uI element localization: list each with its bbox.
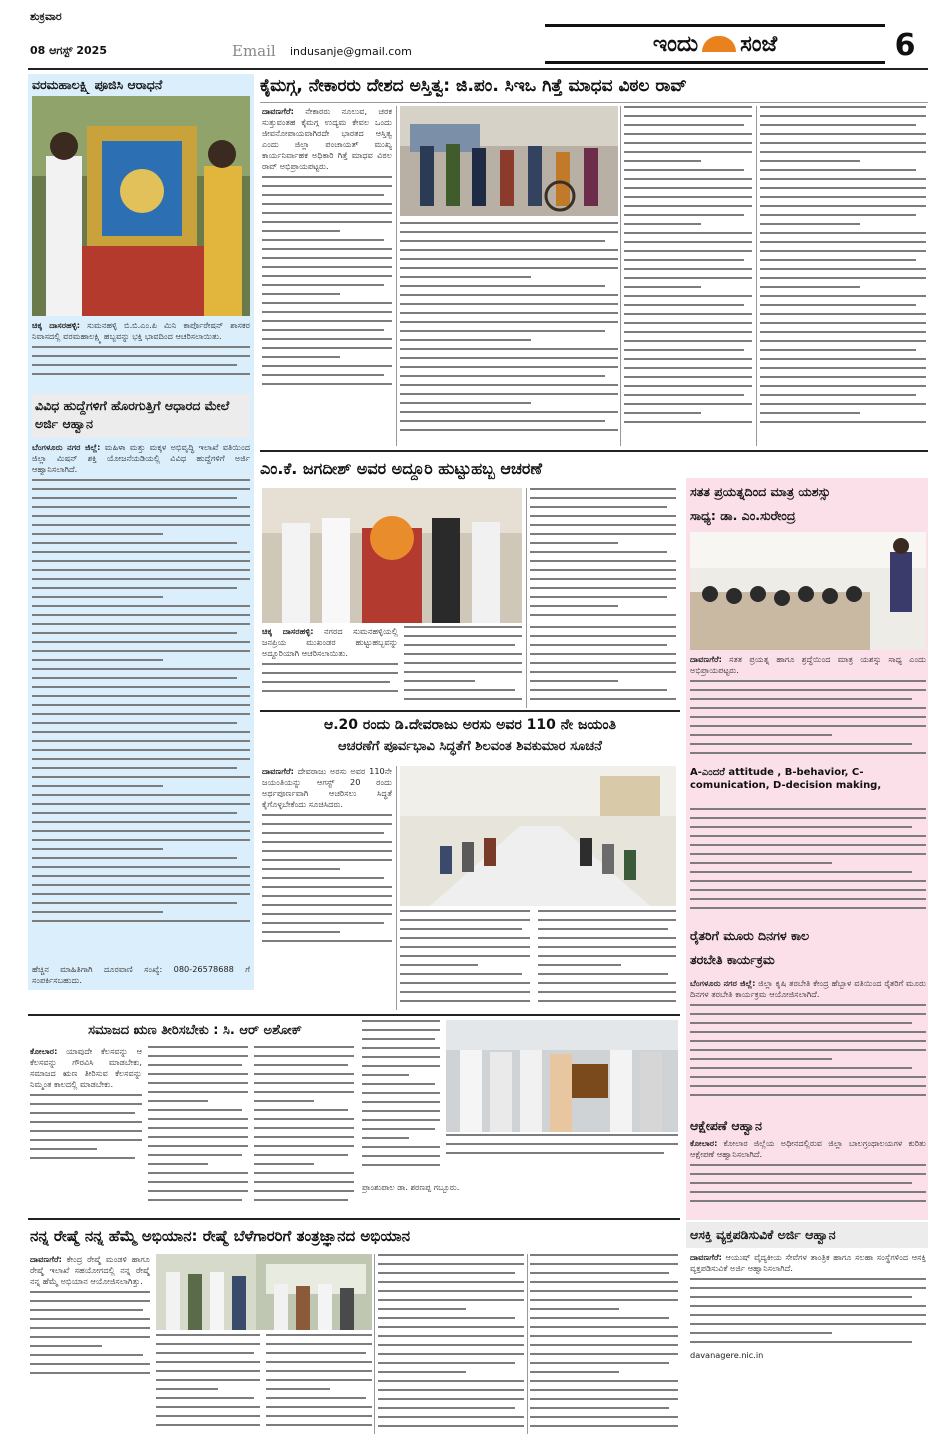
kaimagga-col1 xyxy=(262,106,392,446)
reshme-headline-box xyxy=(30,1222,680,1250)
logo-text-right: ಸಂಜೆ xyxy=(740,31,778,57)
vividha-headline-box xyxy=(32,394,250,438)
masthead-rule xyxy=(28,68,928,70)
akshepane-lead: ಕೋಲಾರ ಜಿಲ್ಲೆಯ ಅಧೀನದಲ್ಲಿರುವ ಜಿಲ್ಲಾ ಬಾಲಗ್ರಂಥಾಲಯಗಳ ಕುರಿತು ಆಕ್ಷೇಪಣೆ ಆಹ್ವಾನಿಸಲಾಗಿದೆ. xyxy=(690,1138,926,1159)
birthday-photo xyxy=(262,488,522,623)
jagadish-lead: ನಗರದ ಸುಮನಹಳ್ಳಿಯಲ್ಲಿ ಜನಪ್ರಿಯ ಮುಖಂಡರ ಹುಟ್ಟುಹಬ್ಬವನ್ನು ಅದ್ದೂರಿಯಾಗಿ ಆಚರಿಸಲಾಯಿತು. xyxy=(262,626,398,658)
vividha-footer: ಹೆಚ್ಚಿನ ಮಾಹಿತಿಗಾಗಿ ದೂರವಾಣಿ ಸಂಖ್ಯೆ: 080-26578688 ಗೆ ಸಂಪರ್ಕಿಸಬಹುದು. xyxy=(32,964,250,985)
ashok-caption-end: ಪ್ರಾಂಶುಪಾಲ ಡಾ. ಶರಣಪ್ಪ ಗಬ್ಬೂರು. xyxy=(362,1182,460,1192)
puja-photo xyxy=(32,96,250,316)
kaimagga-headline: ಕೈಮಗ್ಗ, ನೇಕಾರರು ದೇಶದ ಅಸ್ತಿತ್ವ: ಜಿ.ಪಂ. ಸಿಇಒ ಗಿತ್ತೆ ಮಾಧವ ವಿಠಲ ರಾವ್ xyxy=(260,76,687,96)
surendra-dateline: ದಾವಣಗೆರೆ: xyxy=(690,654,722,664)
column-divider xyxy=(756,106,757,446)
kaimagga-col3 xyxy=(624,106,752,446)
classroom-photo xyxy=(690,532,926,650)
ashok-col2 xyxy=(148,1046,248,1216)
akshepane-dateline: ಕೋಲಾರ: xyxy=(690,1138,718,1148)
kaimagga-dateline: ದಾವಣಗೆರೆ: xyxy=(262,106,294,116)
jagadish-dateline: ಚಿಕ್ಕ ದಾಸರಹಳ್ಳಿ: xyxy=(262,626,314,636)
meeting-photo xyxy=(400,766,676,906)
column-divider xyxy=(620,106,621,446)
ashok-col3 xyxy=(254,1046,354,1216)
reshme-lead: ಕೇಂದ್ರ ರೇಷ್ಮೆ ಮಂಡಳಿ ಹಾಗೂ ರೇಷ್ಮೆ ಇಲಾಖೆ ಸಹಯೋಗದಲ್ಲಿ ನನ್ನ ರೇಷ್ಮೆ ನನ್ನ ಹೆಮ್ಮೆ ಅಭಿಯಾನ ಆಯೋಜಿಸಲಾಗಿತ್ತು. xyxy=(30,1254,150,1286)
devaraju-col1 xyxy=(262,766,392,1010)
vividha-body xyxy=(32,442,250,962)
aasakti-lead: ಆಯುಷ್ ವೈದ್ಯಕೀಯ ಸೇವೆಗಳ ತಾಂತ್ರಿಕ ಹಾಗೂ ಸಲಹಾ ಸಂಸ್ಥೆಗಳಿಂದ ಆಸಕ್ತಿ ವ್ಯಕ್ತಪಡಿಸುವಿಕೆ ಅರ್ಜಿ ಆಹ್ವಾನಿಸಲಾಗಿದೆ. xyxy=(690,1252,926,1273)
ashok-headline: ಸಮಾಜದ ಋಣ ತೀರಿಸಬೇಕು : ಸಿ. ಆರ್ ಅಶೋಕ್ xyxy=(88,1023,302,1038)
kaimagga-photo xyxy=(400,106,618,216)
kaimagga-lead: ನೇಕಾರರು ನೂಲುವ, ಚರಕ ಸುತ್ತುವಂತಹ ಕೈಮಗ್ಗ ಉದ್ಯಮ ಕೇವಲ ಒಂದು ಜೀವನೋಪಾಯವಾಗಿರದೇ ಭಾರತದ ಆಸ್ತಿತ್ವ ಎಂದು ಜಿಲ್ಲಾ ಪಂಚಾಯತ್ ಮುಖ್ಯ ಕಾರ್ಯನಿರ್ವಾಹಕ ಅಧಿಕಾರಿ ಗಿತ್ತೆ ಮಾಧವ ವಿಠಲ ರಾವ್ ಅಭಿಪ್ರಾಯಪಟ್ಟರು. xyxy=(262,106,392,171)
email-label: Email xyxy=(232,42,276,60)
ashok-caption xyxy=(446,1134,678,1178)
sun-icon xyxy=(702,36,736,52)
devaraju-headline-box xyxy=(260,714,680,762)
issue-date: 08 ಆಗಸ್ಟ್ 2025 xyxy=(30,44,107,57)
aasakti-dateline: ದಾವಣಗೆರೆ: xyxy=(690,1252,722,1262)
reshme-col4 xyxy=(378,1254,524,1434)
raithara-headline-1: ರೈತರಿಗೆ ಮೂರು ದಿನಗಳ ಕಾಲ xyxy=(690,928,810,943)
raithara-lead: ಜಿಲ್ಲಾ ಕೃಷಿ ತರಬೇತಿ ಕೇಂದ್ರ ಹೆಬ್ಬಾಳ ವತಿಯಿಂದ ರೈತರಿಗೆ ಮೂರು ದಿನಗಳ ತರಬೇತಿ ಕಾರ್ಯಕ್ರಮ ಆಯೋಜಿಸಲಾಗಿದೆ. xyxy=(690,978,926,999)
surendra-bullet: A-ಎಂದರೆ attitude , B-behavior, C-comunication, D-decision making, xyxy=(690,767,882,791)
ashok-col4 xyxy=(362,1020,440,1180)
devaraju-lead: ದೇವರಾಜು ಅರಸು ಅವರ 110ನೇ ಜಯಂತಿಯನ್ನು ಆಗಸ್ಟ್ 20 ರಂದು ಅರ್ಥಪೂರ್ಣವಾಗಿ ಆಚರಿಸಲು ಸಿದ್ಧತೆ ಕೈಗೊಳ್ಳಬೇಕೆಂದು ಸೂಚಿಸಿದರು. xyxy=(262,766,392,809)
surendra-headline-2: ಸಾಧ್ಯ: ಡಾ. ಎಂ.ಸುರೇಂದ್ರ xyxy=(690,508,796,523)
raithara-headline-2: ತರಬೇತಿ ಕಾರ್ಯಕ್ರಮ xyxy=(690,952,775,967)
reshme-top-rule xyxy=(28,1218,680,1220)
akshepane-headline: ಆಕ್ಷೇಪಣೆ ಆಹ್ವಾನ xyxy=(690,1118,762,1133)
aasakti-website: davanagere.nic.in xyxy=(690,1350,764,1360)
jagadish-col1 xyxy=(262,626,398,708)
reshme-col5 xyxy=(530,1254,678,1434)
surendra-headline-1: ಸತತ ಪ್ರಯತ್ನದಿಂದ ಮಾತ್ರ ಯಶಸ್ಸು xyxy=(690,484,831,499)
aasakti-body xyxy=(690,1252,926,1402)
surendra-body-1 xyxy=(690,654,926,764)
kaimagga-bottom-rule xyxy=(260,450,928,452)
column-divider xyxy=(396,766,397,1010)
page-number: 6 xyxy=(894,28,916,63)
logo-text-left: ಇಂದು xyxy=(652,31,699,57)
surendra-lead: ಸತತ ಪ್ರಯತ್ನ ಹಾಗೂ ಶ್ರದ್ಧೆಯಿಂದ ಮಾತ್ರ ಯಶಸ್ಸು ಸಾಧ್ಯ ಎಂದು ಅಭಿಪ್ರಾಯಪಟ್ಟರು. xyxy=(690,654,926,675)
ashok-col1 xyxy=(30,1046,142,1216)
kaimagga-col4 xyxy=(760,106,926,446)
kaimagga-col2 xyxy=(400,222,618,446)
ashok-lead: ಯಾವುದೇ ಕೆಲಸವನ್ನು ಆ ಕೆಲಸವನ್ನು ಗೌರವಿಸಿ ಮಾಡಬೇಕು, ಸಮಾಜದ ಋಣ ತೀರಿಸುವ ಕೆಲಸವನ್ನು ನಿಮ್ಮಂತ ಕಾಲದಲ್ಲಿ ಮಾಡಬೇಕು. xyxy=(30,1046,142,1089)
column-divider xyxy=(526,488,527,708)
kaimagga-rule xyxy=(260,102,928,103)
aasakti-headline-box xyxy=(686,1222,928,1248)
reshme-headline: ನನ್ನ ರೇಷ್ಮೆ ನನ್ನ ಹೆಮ್ಮೆ ಅಭಿಯಾನ: ರೇಷ್ಮೆ ಬೆಳೆಗಾರರಿಗೆ ತಂತ್ರಜ್ಞಾನದ ಅಭಿಯಾನ xyxy=(30,1227,411,1245)
jagadish-col2 xyxy=(404,626,522,708)
akshepane-headline-box xyxy=(690,1116,926,1136)
jagadish-headline: ಎಂ.ಕೆ. ಜಗದೀಶ್ ಅವರ ಅದ್ದೂರಿ ಹುಟ್ಟುಹಬ್ಬ ಆಚರಣೆ xyxy=(260,459,542,478)
aasakti-headline: ಆಸಕ್ತಿ ವ್ಯಕ್ತಪಡಿಸುವಿಕೆ ಅರ್ಜಿ ಆಹ್ವಾನ xyxy=(690,1227,836,1242)
varamahalakshmi-lead: ಸುಮನಹಳ್ಳಿ ಬಿ.ಬಿ.ಎಂ.ಪಿ ಮಿನಿ ಕಾರ್ಪೊರೇಷನ್ ಶಾಸಕರ ನಿವಾಸದಲ್ಲಿ ವರಮಹಾಲಕ್ಷ್ಮಿ ಹಬ್ಬವನ್ನು ಭಕ್ತಿ ಭಾವದಿಂದ ಆಚರಿಸಲಾಯಿತು. xyxy=(32,320,250,341)
surendra-body-2 xyxy=(690,808,926,922)
varamahalakshmi-body xyxy=(32,320,250,392)
akshepane-body xyxy=(690,1138,926,1218)
column-divider xyxy=(374,1254,375,1434)
vividha-headline: ವಿವಿಧ ಹುದ್ದೆಗಳಿಗೆ ಹೊರಗುತ್ತಿಗೆ ಆಧಾರದ ಮೇಲೆ ಅರ್ಜಿ ಆಹ್ವಾನ xyxy=(35,398,230,431)
varamahalakshmi-headline: ವರಮಹಾಲಕ್ಷ್ಮಿ ಪೂಜಿಸಿ ಆರಾಧನೆ xyxy=(32,77,163,92)
jagadish-col3 xyxy=(530,626,676,708)
reshme-photo xyxy=(156,1254,372,1330)
email-address: indusanje@gmail.com xyxy=(290,45,412,58)
felicitation-photo xyxy=(446,1020,678,1132)
reshme-col1 xyxy=(30,1254,150,1434)
jagadish-bottom-rule xyxy=(260,710,680,712)
ashok-headline-box xyxy=(30,1018,360,1044)
jagadish-col-right xyxy=(530,488,676,623)
vividha-lead: ಮಹಿಳಾ ಮತ್ತು ಮಕ್ಕಳ ಅಭಿವೃದ್ಧಿ ಇಲಾಖೆ ವತಿಯಿಂದ ಜಿಲ್ಲಾ ಮಿಷನ್ ಶಕ್ತಿ ಯೋಜನೆಯಡಿಯಲ್ಲಿ ವಿವಿಧ ಹುದ್ದೆಗಳಿಗೆ ಅರ್ಜಿ ಆಹ್ವಾನಿಸಲಾಗಿದೆ. xyxy=(32,442,250,474)
varamahalakshmi-dateline: ಚಿಕ್ಕ ದಾಸರಹಳ್ಳಿ: xyxy=(32,320,81,330)
jagadish-headline-box xyxy=(260,454,680,484)
newspaper-logo xyxy=(545,24,885,64)
raithara-body xyxy=(690,978,926,1114)
kaimagga-headline-box xyxy=(260,72,928,100)
masthead xyxy=(0,0,945,70)
surendra-headline-box xyxy=(690,480,926,530)
devaraju-headline-2: ಆಚರಣೆಗೆ ಪೂರ್ವಭಾವಿ ಸಿದ್ಧತೆಗೆ ಶಿಲವಂತ ಶಿವಕುಮಾರ ಸೂಚನೆ xyxy=(338,739,602,754)
devaraju-dateline: ದಾವಣಗೆರೆ: xyxy=(262,766,294,776)
reshme-dateline: ದಾವಣಗೆರೆ: xyxy=(30,1254,62,1264)
devaraju-col2 xyxy=(400,910,530,1010)
devaraju-headline-1: ಆ.20 ರಂದು ಡಿ.ದೇವರಾಜು ಅರಸು ಅವರ 110 ನೇ ಜಯಂತಿ xyxy=(324,717,616,733)
raithara-headline-box xyxy=(690,924,926,974)
vividha-dateline: ಬೆಂಗಳೂರು ನಗರ ಜಿಲ್ಲೆ: xyxy=(32,442,101,452)
devaraju-col3 xyxy=(538,910,676,1010)
issue-day: ಶುಕ್ರವಾರ xyxy=(30,10,62,23)
column-divider xyxy=(396,106,397,446)
column-divider xyxy=(527,1254,528,1434)
raithara-dateline: ಬೆಂಗಳೂರು ನಗರ ಜಿಲ್ಲೆ: xyxy=(690,978,756,988)
reshme-col3 xyxy=(266,1334,372,1434)
varamahalakshmi-headline-box xyxy=(32,76,250,94)
ashok-dateline: ಕೋಲಾರ: xyxy=(30,1046,58,1056)
reshme-col2 xyxy=(156,1334,260,1434)
ashok-top-rule xyxy=(28,1014,680,1016)
